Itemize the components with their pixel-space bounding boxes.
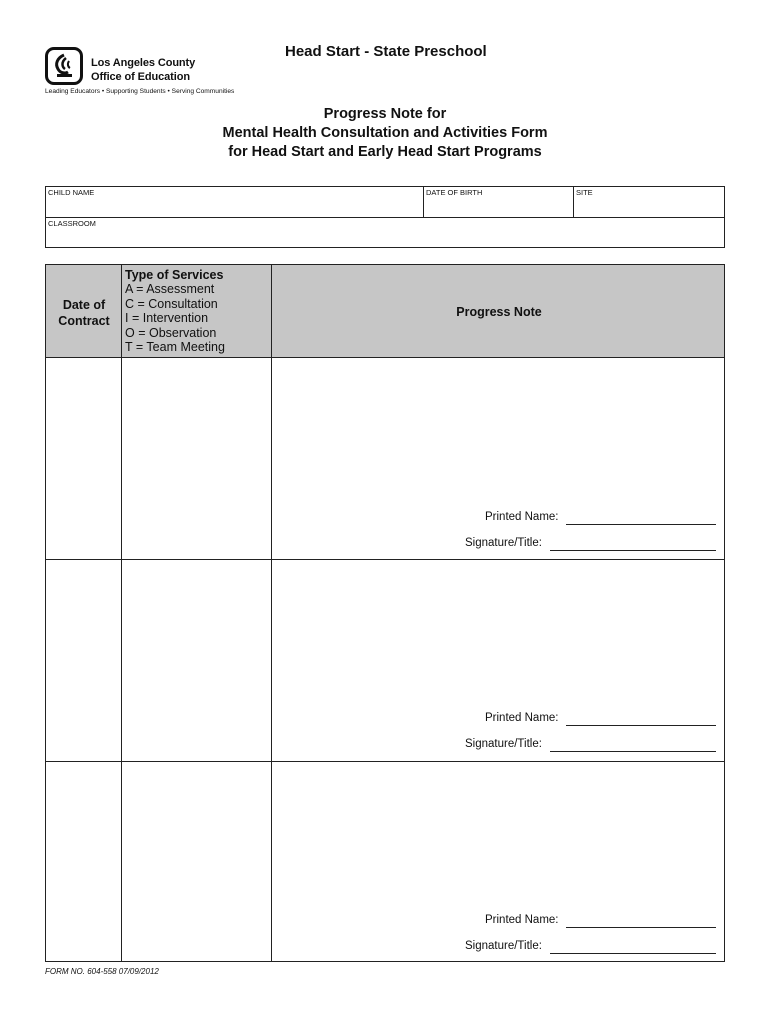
printed-name-label: Printed Name: [485,511,559,523]
row-divider [46,761,724,762]
column-divider [121,265,122,961]
org-tagline: Leading Educators • Supporting Students • Serving Communities [45,88,235,95]
child-name-field[interactable]: CHILD NAME [48,188,95,197]
org-name-line2: Office of Education [91,71,190,83]
org-name-line1: Los Angeles County [91,57,196,69]
signature-title-label: Signature/Title: [465,940,542,952]
date-of-contract-header [46,297,122,329]
signature-title-line[interactable] [550,550,716,551]
printed-name-line[interactable] [566,524,716,525]
service-code-item: I = Intervention [125,311,209,326]
lacoe-logo-icon [45,47,83,85]
type-header-title: Type of Services [125,268,224,282]
date-header-line1: Date of [62,298,106,312]
row-divider [46,357,724,358]
info-divider [573,187,574,217]
site-field[interactable]: SITE [576,188,593,197]
service-code-item: A = Assessment [125,282,215,297]
progress-note-header: Progress Note [456,305,542,319]
progress-table [45,264,725,962]
program-title: Head Start - State Preschool [285,43,487,60]
type-of-services-header [125,268,225,354]
form-title-line1: Progress Note for [323,106,447,122]
date-of-birth-field[interactable]: DATE OF BIRTH [426,188,483,197]
signature-title-line[interactable] [550,953,716,954]
info-divider [46,217,724,218]
form-number: FORM NO. 604-558 07/09/2012 [45,967,159,976]
service-code-item: O = Observation [125,325,217,340]
info-divider [423,187,424,217]
signature-title-label: Signature/Title: [465,537,542,549]
classroom-field[interactable]: CLASSROOM [48,219,96,228]
signature-title-label: Signature/Title: [465,738,542,750]
printed-name-label: Printed Name: [485,914,559,926]
service-code-item: C = Consultation [125,296,218,311]
printed-name-line[interactable] [566,927,716,928]
signature-title-line[interactable] [550,751,716,752]
form-title-line3: for Head Start and Early Head Start Programs [228,144,542,160]
date-header-line2: Contract [58,314,110,328]
printed-name-label: Printed Name: [485,712,559,724]
row-divider [46,559,724,560]
service-code-item: T = Team Meeting [125,340,225,355]
column-divider [271,265,272,961]
printed-name-line[interactable] [566,725,716,726]
form-title-line2: Mental Health Consultation and Activities Form [222,125,548,141]
child-info-block [45,186,725,248]
